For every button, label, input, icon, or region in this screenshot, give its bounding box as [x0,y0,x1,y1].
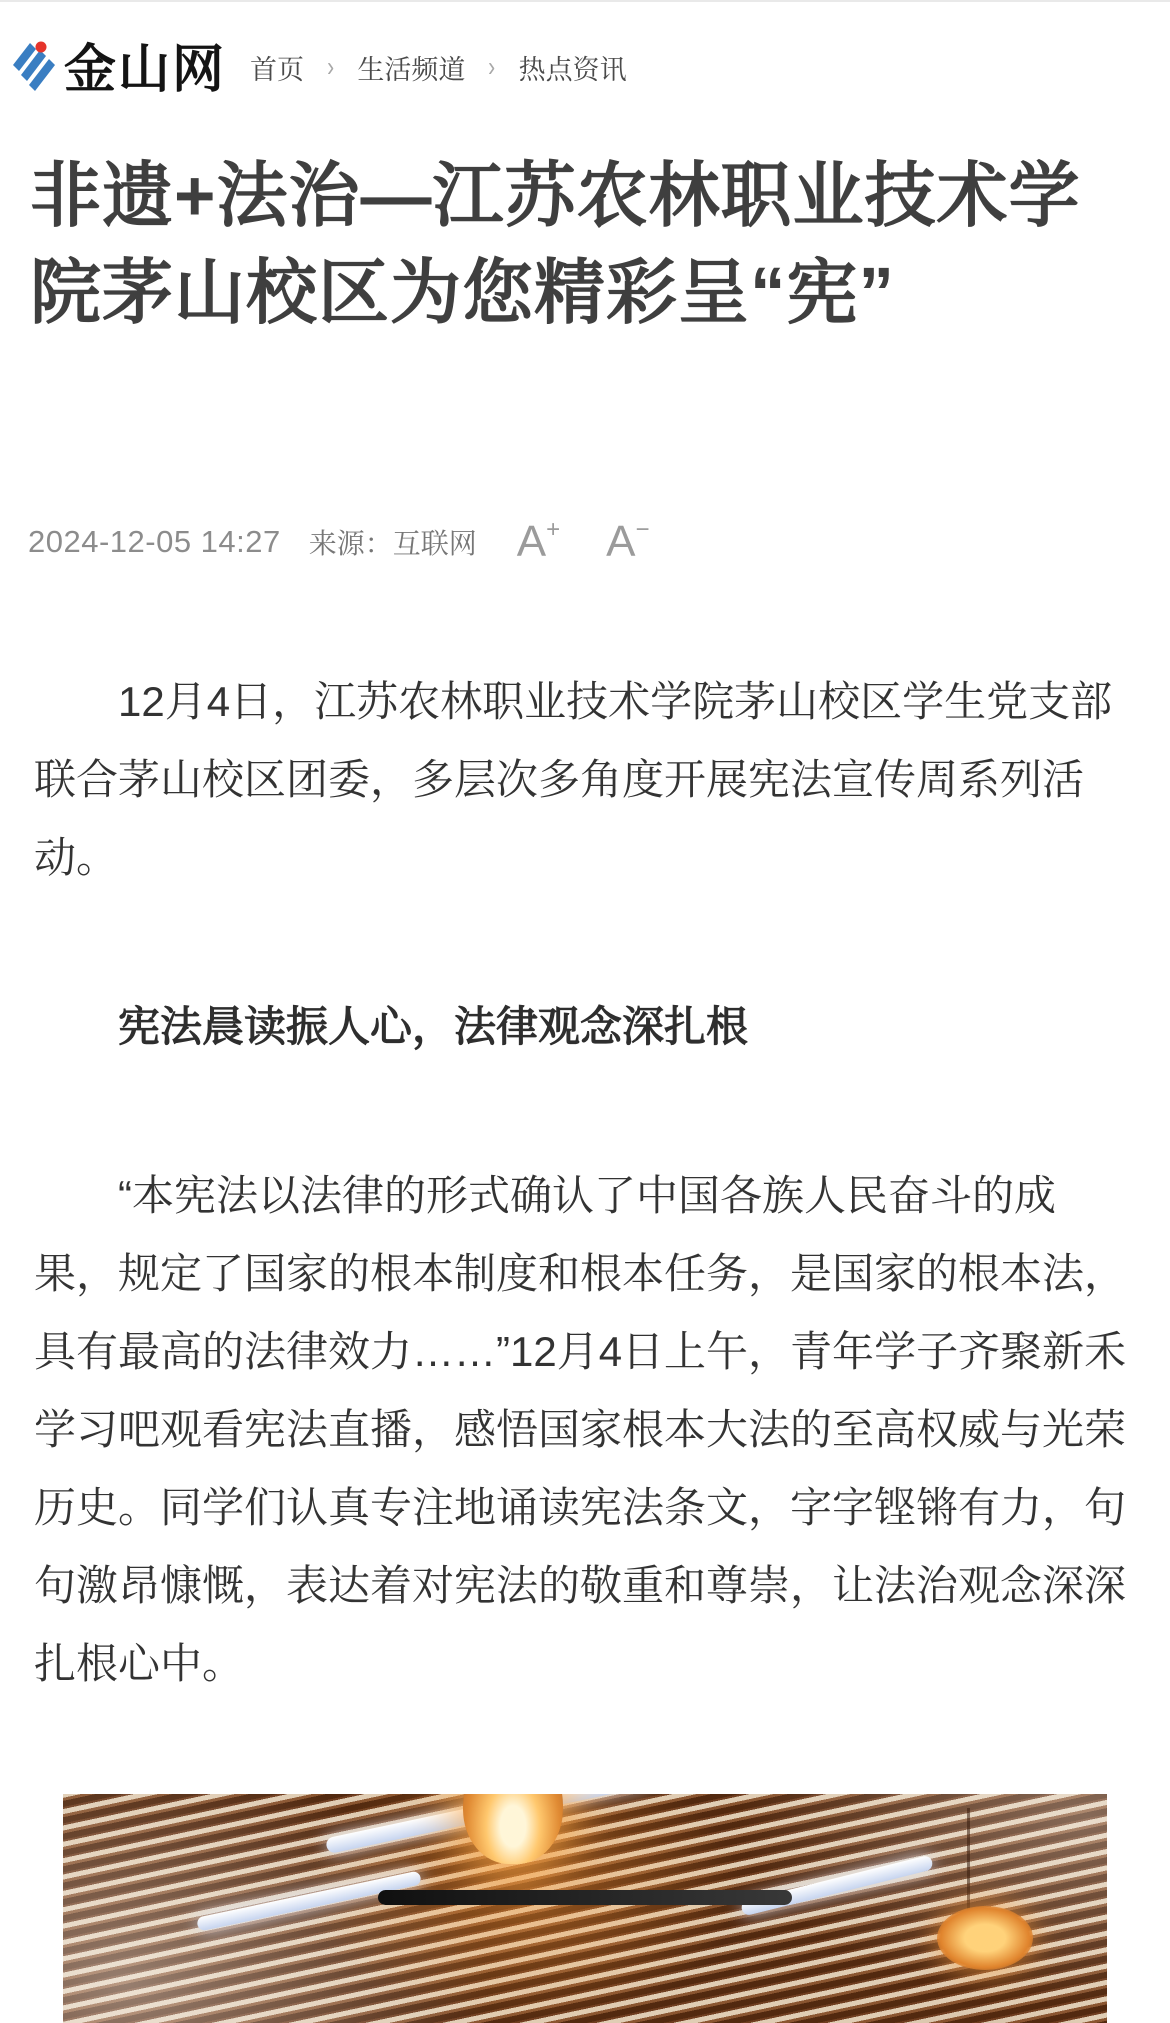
site-header [0,2,1170,100]
article-subheading: 宪法晨读振人心，法律观念深扎根 [118,1003,749,1050]
chevron-right-icon: › [327,51,335,82]
font-decrease-letter: A [606,517,636,566]
article-paragraph: “本宪法以法律的形式确认了中国各族人民奋斗的成果，规定了国家的根本制度和根本任务，是国家的根本法，具有最高的法律效力……”12月4日上午，青年学子齐聚新禾学习吧观看宪法直播，感悟国家根本大法的至高权威与光荣历史。同学们认真专注地诵读宪法条文，字字铿锵有力，句句激昂慷慨，表达着对宪法的敬重和尊崇，让法治观念深深扎根心中。 [34,1172,1127,1687]
article-source: 来源：互联网 [308,528,477,559]
article-meta [28,518,1170,566]
chevron-right-icon: › [488,51,496,82]
article-photo-wooden-ceiling [63,1794,1107,2023]
article-body [0,663,1170,2023]
article-title: 非遗+法治—江苏农林职业技术学院茅山校区为您精彩呈“宪” [30,157,1081,333]
pendant-lamp [463,1794,563,1864]
corner-lamp-glow [937,1906,1033,1970]
font-increase-letter: A [516,517,547,566]
article-paragraph: 12月4日，江苏农林职业技术学院茅山校区学生党支部联合茅山校区团委，多层次多角度开展宪法宣传周系列活动。 [34,678,1113,881]
jinshan-diamond-logo-icon [10,37,56,91]
font-decrease-button[interactable] [606,516,650,566]
lamp-cord [967,1808,970,1910]
font-increase-button[interactable] [516,516,561,566]
dark-rounded-bar-overlay [378,1890,792,1905]
publish-datetime: 2024-12-05 14:27 [28,524,281,559]
breadcrumb-section-link[interactable]: 热点资讯 [518,54,627,85]
breadcrumb [250,48,627,87]
fluorescent-tube-light [740,1855,934,1917]
site-logo[interactable] [10,27,226,102]
breadcrumb-channel-link[interactable]: 生活频道 [357,54,466,85]
breadcrumb-home-link[interactable]: 首页 [250,54,305,85]
minus-icon: − [635,516,650,543]
plus-icon: + [546,516,561,543]
site-name: 金山网 [64,40,227,99]
